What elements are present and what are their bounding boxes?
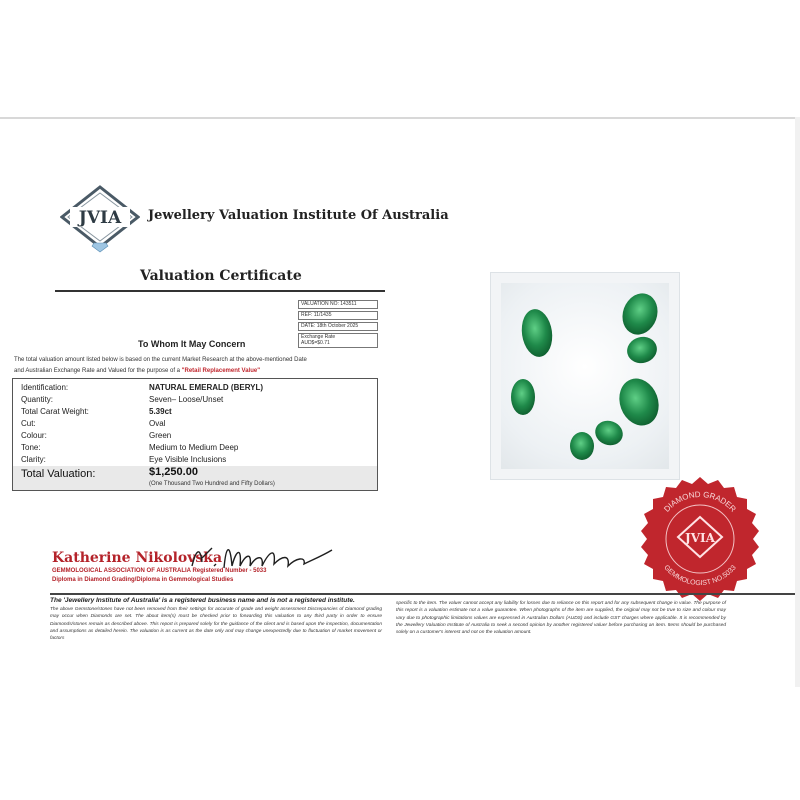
svg-text:JVIA: JVIA: [685, 531, 715, 545]
total-value: $1,250.00: [149, 466, 198, 478]
emerald-stone-2: [617, 288, 663, 339]
detail-row: [13, 394, 377, 405]
detail-label: Clarity:: [21, 455, 46, 464]
signatory-name: Katherine Nikolovska: [52, 550, 223, 566]
intro-line-2: and Australian Exchange Rate and Valued for the purpose of a: [14, 368, 182, 374]
total-label: Total Valuation:: [21, 468, 96, 480]
svg-text:GEMMOLOGIST NO.5033: GEMMOLOGIST NO.5033: [662, 564, 738, 588]
detail-row: [13, 406, 377, 417]
reference-box: [298, 300, 378, 350]
exchange-rate-value: AUD$=$0.71: [301, 340, 330, 346]
total-in-words: (One Thousand Two Hundred and Fifty Dollars): [149, 481, 275, 487]
detail-value: 5.39ct: [149, 407, 172, 416]
intro-line-1: The total valuation amount listed below is based on the current Market Research at the above-mentioned Date: [14, 357, 307, 363]
disclaimer-left-column: The above Gemstone/stones have not been removed from their settings for accurate of grade and weight assessment Discrepancies of Diamond grading may occur when Diamonds are set. The about item(s) must be checked prior to forwarding this valuation to any third party in order to ensure Diamonds/stones remain as described above. This report is prepared solely for the guidance of the client and is based upon the inspection, documentation and assumptions as detailed herein. The valuation is as current as the date only and may change unexpectedly due to fluctuation of market movement or factors: [50, 607, 382, 642]
page-top-edge: [0, 117, 800, 119]
gemstone-photo: [501, 283, 669, 469]
reference-number: REF: 11/1435: [298, 311, 378, 320]
intro-text: [14, 355, 384, 377]
detail-value: NATURAL EMERALD (BERYL): [149, 383, 264, 392]
valuation-number: VALUATION NO: 143511: [298, 300, 378, 309]
emerald-stone-6: [592, 417, 627, 449]
retail-replacement-value: "Retail Replacement Value": [181, 368, 261, 374]
certificate-title: Valuation Certificate: [140, 268, 302, 284]
gemmologist-seal: [636, 475, 764, 603]
detail-value: Green: [149, 431, 172, 440]
diamond-icon: [92, 243, 108, 252]
institute-name: Jewellery Valuation Institute Of Australia: [148, 208, 449, 223]
detail-row: [13, 430, 377, 441]
detail-value: Medium to Medium Deep: [149, 443, 239, 452]
association-registration: GEMMOLOGICAL ASSOCIATION OF AUSTRALIA Registered Number - 5033: [52, 568, 267, 574]
emerald-stones-image: [501, 283, 669, 469]
detail-row: [13, 442, 377, 453]
page-right-edge: [795, 117, 800, 687]
detail-row: [13, 418, 377, 429]
emerald-stone-5: [613, 373, 665, 431]
detail-label: Cut:: [21, 419, 36, 428]
disclaimer-heading: The 'Jewellery Institute of Australia' is a registered business name and is not a registered institute.: [50, 597, 355, 604]
detail-label: Quantity:: [21, 395, 54, 404]
title-rule: [55, 290, 385, 292]
footer-rule: [50, 593, 795, 595]
emerald-stone-7: [570, 432, 594, 460]
svg-text:JVIA: JVIA: [78, 208, 122, 228]
detail-row: [13, 382, 377, 393]
detail-value: Oval: [149, 419, 166, 428]
detail-label: Tone:: [21, 443, 41, 452]
detail-value: Eye Visible Inclusions: [149, 455, 227, 464]
detail-label: Identification:: [21, 383, 69, 392]
emerald-stone-1: [519, 307, 555, 359]
detail-value: Seven– Loose/Unset: [149, 395, 224, 404]
emerald-stone-3: [624, 334, 660, 367]
detail-label: Total Carat Weight:: [21, 407, 89, 416]
jvia-logo: [60, 185, 140, 253]
gemstone-photo-frame: [490, 272, 680, 480]
detail-row: [13, 454, 377, 465]
disclaimer-right-column: specific to the item. The valuer cannot accept any liability for losses due to reliance on this report and for any subsequent change in value. The purpose of this report is a valuation estimate not a value guarantee. When photographs of the item are supplied, the original may not be true to size and colour may vary due to photographic limitations values are expressed in Australian Dollars (AUDS) and include GST charges where applicable. It is recommended by the Jewellery Valuation Institute of Australia to seek a second opinion by another registered valuer before purchasing an item. Items should be purchased solely on a customer's interest and not on the valuation amount.: [396, 601, 726, 636]
emerald-stone-4: [511, 379, 535, 415]
qualifications: Diploma in Diamond Grading/Diploma in Gemmological Studies: [52, 577, 234, 583]
exchange-rate: [298, 333, 378, 348]
detail-label: Colour:: [21, 431, 47, 440]
to-whom-heading: To Whom It May Concern: [138, 339, 246, 349]
details-table: [12, 378, 378, 491]
svg-text:DIAMOND GRADER: DIAMOND GRADER: [662, 489, 738, 514]
exchange-rate-label: Exchange Rate: [301, 334, 336, 340]
valuation-date: DATE: 18th October 2025: [298, 322, 378, 331]
